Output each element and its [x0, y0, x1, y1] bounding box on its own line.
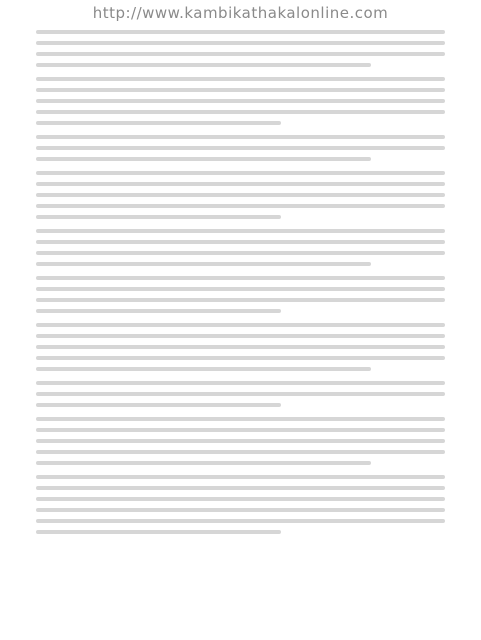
paragraph-placeholder — [36, 171, 445, 219]
paragraph-placeholder — [36, 417, 445, 465]
paragraph-placeholder — [36, 381, 445, 407]
paragraph-placeholder — [36, 77, 445, 125]
site-url: http://www.kambikathakalonline.com — [92, 4, 389, 22]
paragraph-placeholder — [36, 30, 445, 67]
paragraph-placeholder — [36, 323, 445, 371]
paragraph-placeholder — [36, 475, 445, 534]
paragraph-placeholder — [36, 276, 445, 313]
paragraph-placeholder — [36, 229, 445, 266]
paragraph-placeholder — [36, 135, 445, 161]
